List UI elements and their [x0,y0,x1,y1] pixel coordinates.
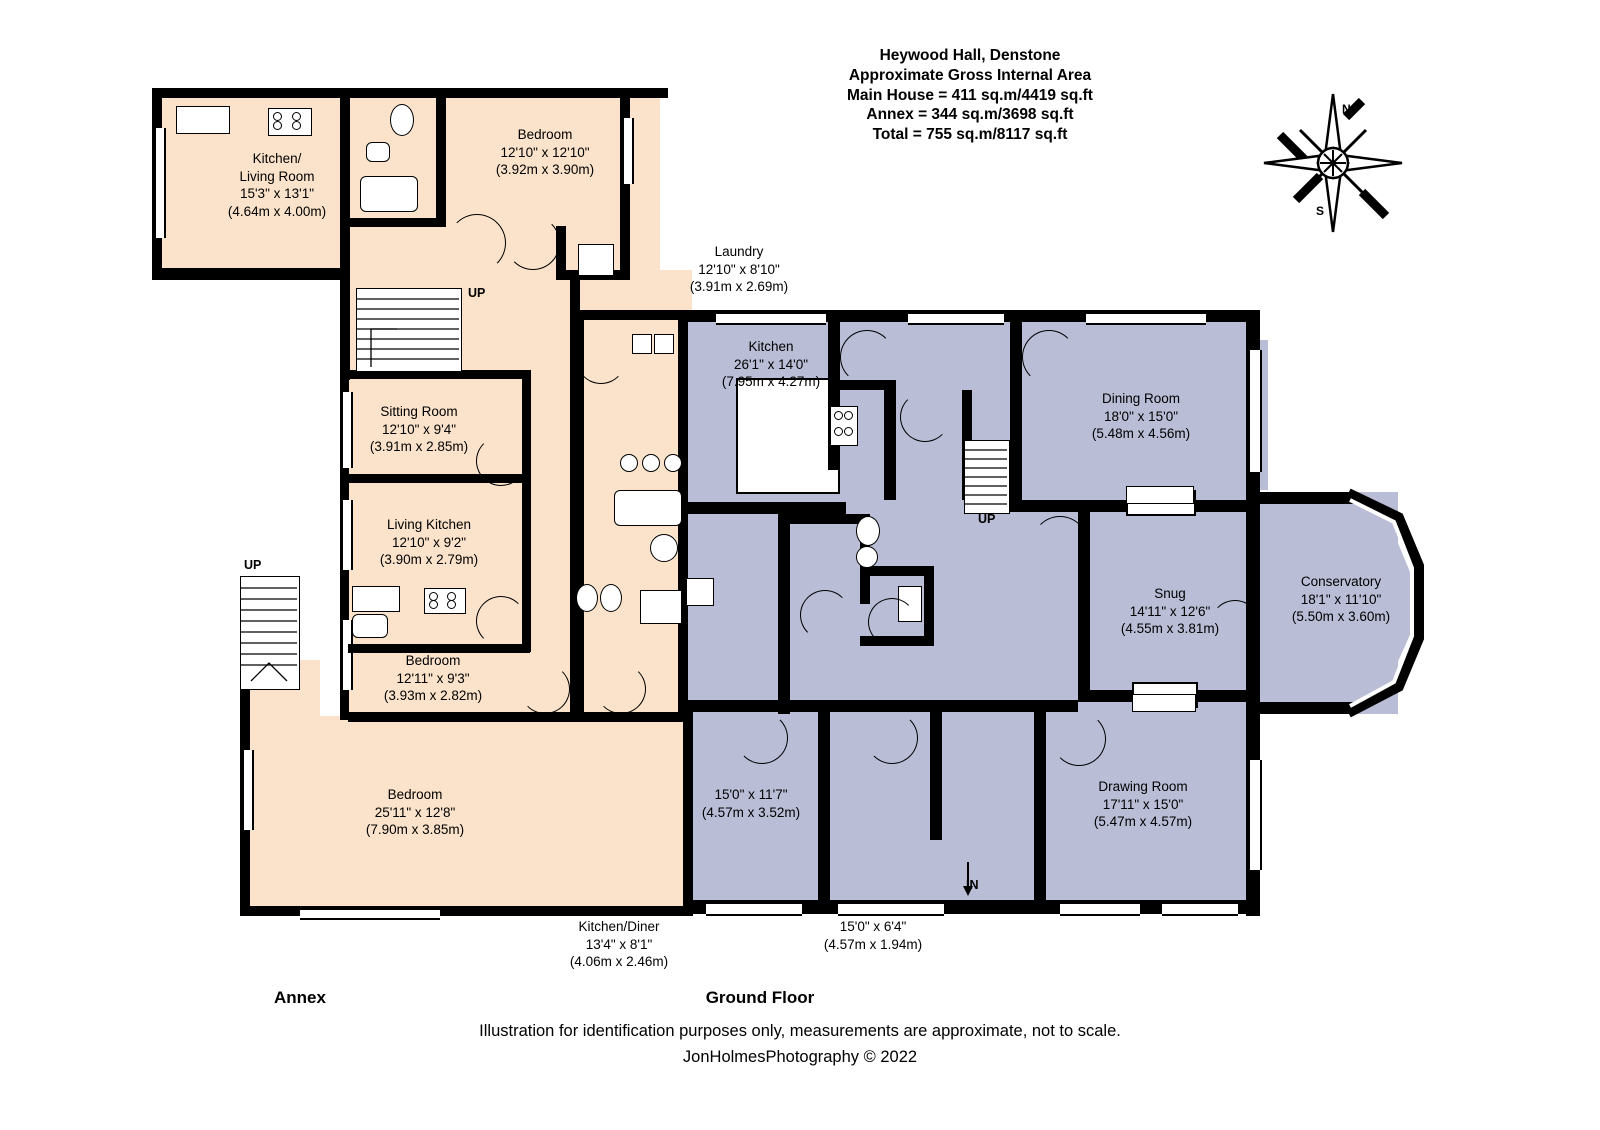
label-room-15x11: 15'0" x 11'7" (4.57m x 3.52m) [701,787,801,820]
wall-annex-top [152,88,668,98]
title-line-5: Total = 755 sq.m/8117 sq.ft [872,126,1068,144]
label-drawing-room: Drawing Room 17'11" x 15'0" (5.47m x 4.57m) [1093,779,1193,830]
shower-icon-annex-ensuite [578,244,614,276]
door-main-lower-mid [866,712,918,764]
wall-hall-center-vert [778,514,790,714]
label-dining-room: Dining Room 18'0" x 15'0" (5.48m x 4.56m) [1091,391,1191,442]
compass-north-label: N [1342,102,1351,116]
door-annex-living-kitchen [476,596,526,646]
entrance-label: IN [966,878,979,892]
wall-annex-hall-left [340,270,350,380]
basin-icon-hall [650,534,678,562]
credit-text: JonHolmesPhotography © 2022 [682,1048,918,1066]
sink-icon-annex-living-kitchen [352,586,400,612]
hob-ring-3 [664,454,682,472]
door-main-lower-left [736,712,788,764]
wall-lower-room-right [930,700,942,840]
wall-annex-bedroom-mid-bottom [348,712,692,722]
window-main-bottom-1 [706,902,802,916]
door-annex-bigbedroom [596,664,646,714]
hob-ring-1 [620,454,638,472]
window-bigbedroom-bottom [300,908,440,920]
label-kitchen-diner: Kitchen/Diner 13'4" x 8'1" (4.06m x 2.46m) [569,919,669,970]
label-conservatory: Conservatory 18'1" x 11'10" (5.50m x 3.60m) [1291,574,1391,625]
wall-lower-divider-horz [686,700,1078,712]
window-main-bottom-2 [838,902,944,916]
label-laundry: Laundry 12'10" x 8'10" (3.91m x 2.69m) [689,244,789,295]
title-line-4: Annex = 344 sq.m/3698 sq.ft [866,106,1074,124]
hob-icon-main-kitchen [830,406,858,446]
wall-inner-corridor-left [884,380,896,500]
window-kitchen-top-2 [908,312,1004,325]
label-bedroom-annex-3: Bedroom 25'11" x 12'8" (7.90m x 3.85m) [365,787,465,838]
label-kitchen-main: Kitchen 26'1" x 14'0" (7.95m x 4.27m) [721,339,821,390]
label-room-15x6: 15'0" x 6'4" (4.57m x 1.94m) [823,919,923,952]
label-bedroom-annex-1: Bedroom 12'10" x 12'10" (3.92m x 3.90m) [495,127,595,178]
label-living-kitchen: Living Kitchen 12'10" x 9'2" (3.90m x 2.79m) [379,517,479,568]
ground-floor-caption: Ground Floor [705,988,815,1007]
wall-dining-left [1010,322,1022,512]
sink-icon-hall [686,578,714,606]
wall-hall-strip-top [574,310,688,320]
shower-icon-hall [640,590,682,624]
title-line-1: Heywood Hall, Denstone [879,47,1061,64]
window-dining-top [1086,312,1206,325]
wall-annex-bottom-upper [152,268,348,280]
window-kitchen-top-1 [716,312,826,325]
stair-up-label-annex-lower: UP [244,558,262,572]
hob-ring-2 [642,454,660,472]
annex-staircase-lower [240,576,300,690]
label-bedroom-annex-2: Bedroom 12'11" x 9'3" (3.93m x 2.82m) [383,653,483,704]
fireplace-icon-dining [1126,486,1194,504]
door-main-corridor [900,392,950,442]
hob-icon-annex-kitchen [268,108,312,136]
wall-kitchen-bottom [686,502,846,514]
wall-hall-strip-left [574,318,584,712]
toilet-icon-hall-1 [576,584,598,612]
door-annex-hall-stair [576,334,626,384]
hob-icon-annex-living-kitchen [424,588,466,614]
compass-rose [1258,88,1408,238]
door-annex-hall-1 [506,216,560,270]
wall-hall-center-top [778,514,868,524]
label-sitting-room: Sitting Room 12'10" x 9'4" (3.91m x 2.85m) [369,404,469,455]
basin-icon-main-wc [856,546,878,568]
fireplace-icon-drawing [1132,694,1196,712]
kitchen-island [736,378,840,494]
title-line-3: Main House = 411 sq.m/4419 sq.ft [847,86,1093,104]
door-annex-bedroom-1 [448,214,506,272]
title-line-2: Approximate Gross Internal Area [848,66,1092,84]
door-main-drawing [1052,712,1106,766]
door-main-store [868,598,916,646]
toilet-icon-hall-2 [600,584,622,612]
cupboard-icon-hall-1 [632,334,652,354]
wall-wc-bottom [860,566,934,576]
toilet-icon-annex-1 [390,104,414,136]
stair-up-label-annex-upper: UP [468,286,486,300]
stair-up-label-main: UP [978,512,996,526]
annex-caption: Annex [274,988,326,1007]
disclaimer-text: Illustration for identification purposes only, measurements are approximate, not to scale. [479,1022,1121,1040]
window-main-bottom-4 [1162,902,1238,916]
toilet-icon-main-wc [856,516,880,546]
label-snug: Snug 14'11" x 12'6" (4.55m x 3.81m) [1120,586,1220,637]
compass-south-label: S [1316,204,1325,218]
door-main-dining [1022,330,1076,384]
title-block [760,46,1180,145]
window-bigbedroom-left [242,750,254,830]
sink-icon-annex-kitchen [176,106,230,134]
bath-icon-hall [614,490,682,526]
sink-icon-annex-utility [352,614,388,638]
label-kitchen-living-room: Kitchen/ Living Room 15'3" x 13'1" (4.64m x 4.00m) [227,151,327,219]
door-main-hall-wc [800,590,850,640]
door-main-snug [1032,516,1088,572]
window-main-bottom-3 [1060,902,1140,916]
main-staircase [964,440,1010,514]
wall-store-right [924,566,934,644]
annex-staircase-upper [356,288,462,372]
